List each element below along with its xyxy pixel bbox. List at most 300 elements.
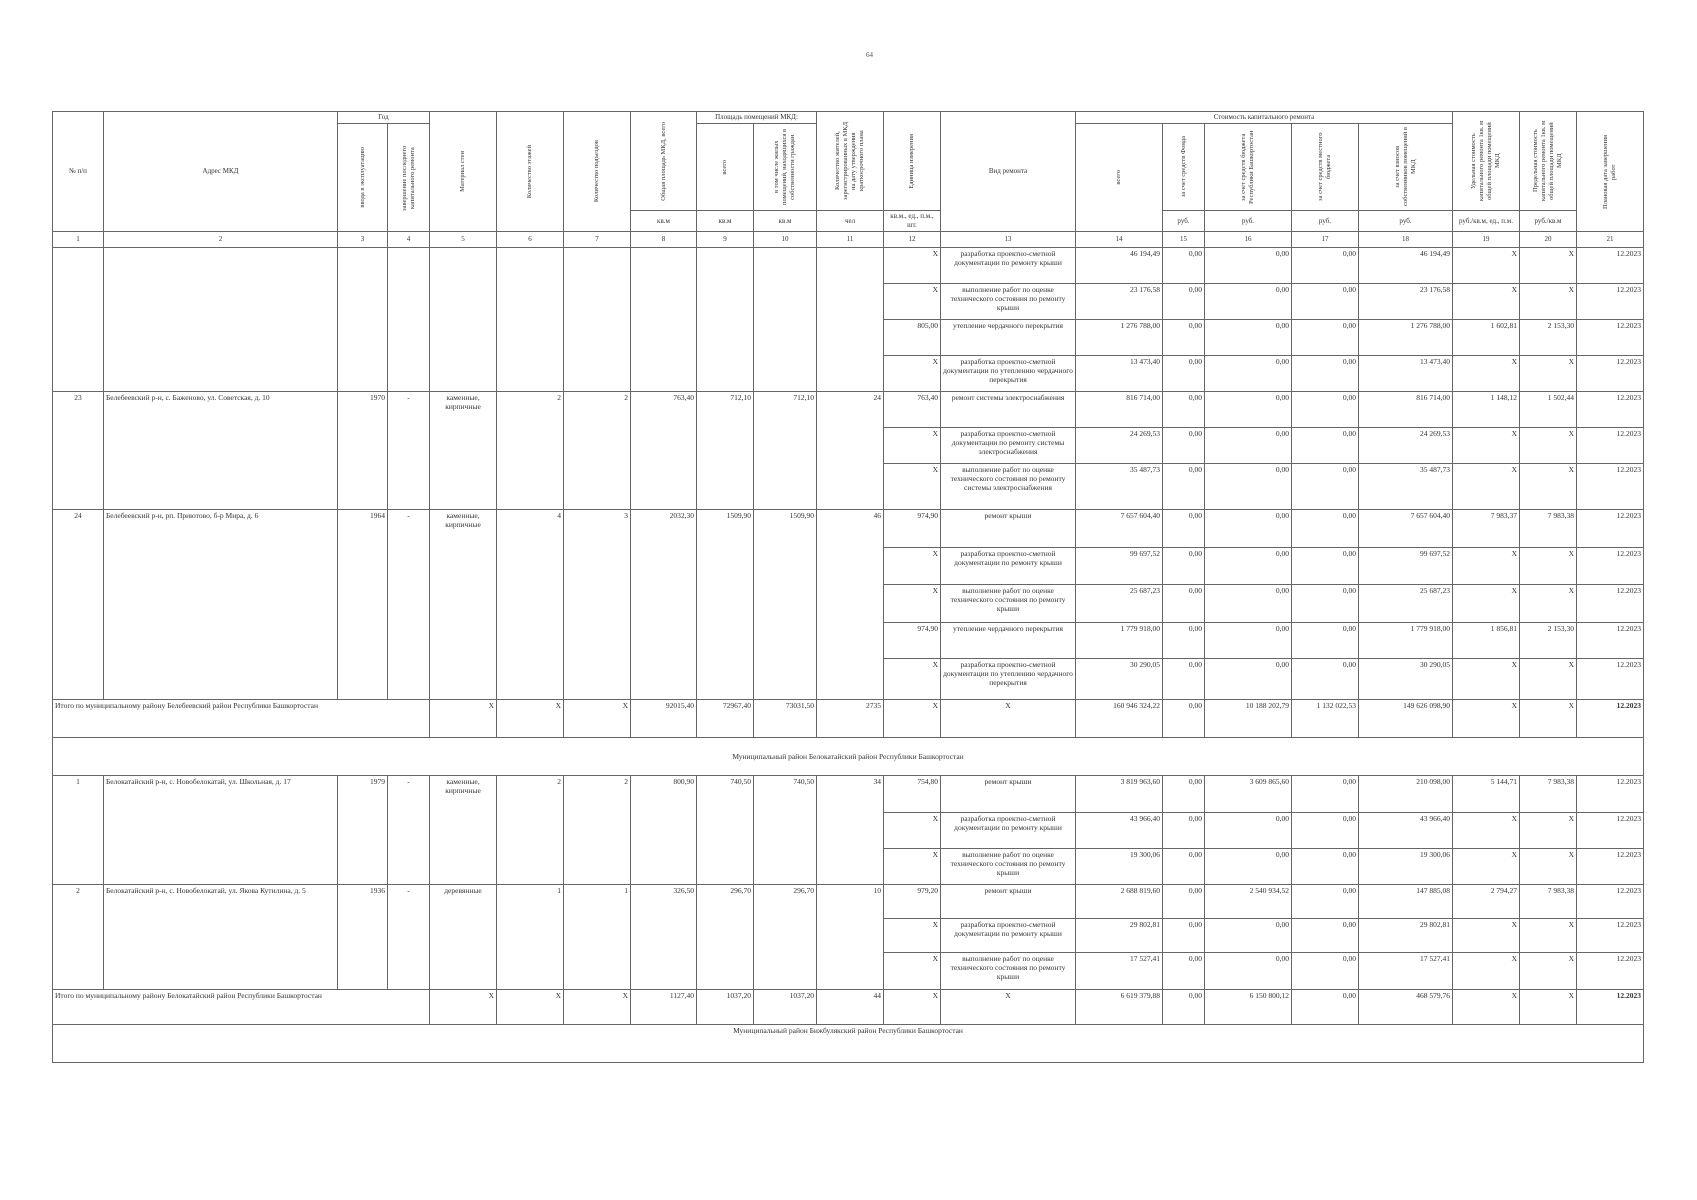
unit-unit: кв.м., ед., п.м., шт.	[884, 211, 941, 232]
max-cost-cell: 7 983,38	[1520, 510, 1577, 548]
unit-premises-total: кв.м	[697, 211, 754, 232]
house-floors: 1	[497, 885, 564, 990]
unit-cost-owners: руб.	[1359, 211, 1453, 232]
header-cost-republic: за счет средств бюджета Республики Башкортостан	[1205, 124, 1292, 211]
cost-fund-cell: 0,00	[1163, 813, 1205, 849]
table-row	[53, 510, 1644, 548]
unit-cell: X	[884, 849, 941, 885]
total-unit: X	[884, 700, 941, 738]
cost-republic-cell: 0,00	[1205, 392, 1292, 428]
unit-cost-fund: руб.	[1163, 211, 1205, 232]
work-type-cell: выполнение работ по оценке технического состояния по ремонту крыши	[941, 849, 1076, 885]
specific-cost-cell: X	[1453, 284, 1520, 320]
specific-cost-cell: 1 856,81	[1453, 623, 1520, 659]
cost-fund-cell: 0,00	[1163, 320, 1205, 356]
max-cost-cell: X	[1520, 356, 1577, 392]
total-entrances: X	[564, 700, 631, 738]
header-planned-date: Плановая дата завершения работ	[1577, 112, 1644, 232]
header-no: № п/п	[53, 112, 104, 232]
total-premises: 72967,40	[697, 700, 754, 738]
house-people: 10	[817, 885, 884, 990]
unit-specific-cost: руб./кв.м, ед., п.м.	[1453, 211, 1520, 232]
house-year: 1979	[338, 776, 388, 885]
header-cost-local: за счет средств местного бюджета	[1292, 124, 1359, 211]
work-type-cell: разработка проектно-сметной документации по утеплению чердачного перекрытия	[941, 356, 1076, 392]
house-residential: 1509,90	[754, 510, 817, 700]
house-last-repair: -	[388, 510, 430, 700]
date-cell: 12.2023	[1577, 953, 1644, 990]
house-area: 326,50	[631, 885, 697, 990]
total-area: 1127,40	[631, 990, 697, 1025]
col-num: 6	[497, 232, 564, 248]
cost-owners-cell: 210 098,00	[1359, 776, 1453, 813]
unit-premises-residential: кв.м	[754, 211, 817, 232]
house-last-repair: -	[388, 776, 430, 885]
work-type-cell: разработка проектно-сметной документации по ремонту крыши	[941, 919, 1076, 953]
work-type-cell: выполнение работ по оценке технического состояния по ремонту крыши	[941, 585, 1076, 623]
cost-local-cell: 0,00	[1292, 320, 1359, 356]
cost-local-cell: 0,00	[1292, 919, 1359, 953]
house-area: 763,40	[631, 392, 697, 510]
house-no: 2	[53, 885, 104, 990]
cost-total-cell: 25 687,23	[1076, 585, 1163, 623]
house-floors: 4	[497, 510, 564, 700]
cost-owners-cell: 25 687,23	[1359, 585, 1453, 623]
house-material: каменные, кирпичные	[430, 392, 497, 510]
cost-total-cell: 1 276 788,00	[1076, 320, 1163, 356]
cost-owners-cell: 13 473,40	[1359, 356, 1453, 392]
date-cell: 12.2023	[1577, 428, 1644, 464]
table-row	[53, 392, 1644, 428]
col-num: 9	[697, 232, 754, 248]
date-cell: 12.2023	[1577, 320, 1644, 356]
cost-total-cell: 23 176,58	[1076, 284, 1163, 320]
total-entrances: X	[564, 990, 631, 1025]
date-cell: 12.2023	[1577, 885, 1644, 919]
house-entrances: 2	[564, 776, 631, 885]
col-num: 7	[564, 232, 631, 248]
cost-owners-cell: 816 714,00	[1359, 392, 1453, 428]
table-header	[53, 112, 1644, 248]
unit-max-cost: руб./кв.м	[1520, 211, 1577, 232]
total-fund: 0,00	[1163, 990, 1205, 1025]
house-residential: 740,50	[754, 776, 817, 885]
cost-fund-cell: 0,00	[1163, 284, 1205, 320]
cost-local-cell: 0,00	[1292, 392, 1359, 428]
house-no	[53, 248, 104, 392]
col-num: 21	[1577, 232, 1644, 248]
house-floors: 2	[497, 776, 564, 885]
total-republic: 10 188 202,79	[1205, 700, 1292, 738]
col-num: 12	[884, 232, 941, 248]
house-address	[104, 248, 338, 392]
header-year-last-repair: завершение последнего капитального ремонта	[388, 124, 430, 232]
total-date: 12.2023	[1577, 700, 1644, 738]
col-num: 20	[1520, 232, 1577, 248]
cost-local-cell: 0,00	[1292, 953, 1359, 990]
col-num: 19	[1453, 232, 1520, 248]
cost-fund-cell: 0,00	[1163, 919, 1205, 953]
cost-local-cell: 0,00	[1292, 885, 1359, 919]
cost-owners-cell: 99 697,52	[1359, 548, 1453, 585]
cost-owners-cell: 30 290,05	[1359, 659, 1453, 700]
date-cell: 12.2023	[1577, 356, 1644, 392]
cost-total-cell: 17 527,41	[1076, 953, 1163, 990]
header-floors: Количество этажей	[497, 112, 564, 232]
max-cost-cell: X	[1520, 464, 1577, 510]
work-type-cell: выполнение работ по оценке технического состояния по ремонту крыши	[941, 953, 1076, 990]
district-total-row	[53, 700, 1644, 738]
cost-total-cell: 46 194,49	[1076, 248, 1163, 284]
header-max-cost: Предельная стоимость капитального ремонта 1кв. м общей площади помещений МКД	[1520, 112, 1577, 211]
cost-fund-cell: 0,00	[1163, 849, 1205, 885]
specific-cost-cell: X	[1453, 464, 1520, 510]
house-address: Белокатайский р-н, с. Новобелокатай, ул. Школьная, д. 17	[104, 776, 338, 885]
total-fund: 0,00	[1163, 700, 1205, 738]
col-num: 1	[53, 232, 104, 248]
max-cost-cell: 7 983,38	[1520, 776, 1577, 813]
total-label: Итого по муниципальному району Белебеевский район Республики Башкортостан	[53, 700, 430, 738]
house-premises: 712,10	[697, 392, 754, 510]
specific-cost-cell: X	[1453, 248, 1520, 284]
house-material: каменные, кирпичные	[430, 510, 497, 700]
max-cost-cell: 2 153,30	[1520, 623, 1577, 659]
total-floors: X	[497, 700, 564, 738]
cost-owners-cell: 35 487,73	[1359, 464, 1453, 510]
house-people: 24	[817, 392, 884, 510]
unit-cell: X	[884, 356, 941, 392]
header-residents: Количество жителей, зарегистрированных в МКД на дату утверждения краткосрочного плана	[817, 112, 884, 211]
max-cost-cell: X	[1520, 248, 1577, 284]
total-label: Итого по муниципальному району Белокатайский район Республики Башкортостан	[53, 990, 430, 1025]
cost-local-cell: 0,00	[1292, 284, 1359, 320]
cost-fund-cell: 0,00	[1163, 585, 1205, 623]
cost-owners-cell: 17 527,41	[1359, 953, 1453, 990]
specific-cost-cell: X	[1453, 585, 1520, 623]
house-residential: 712,10	[754, 392, 817, 510]
work-type-cell: ремонт крыши	[941, 885, 1076, 919]
total-date: 12.2023	[1577, 990, 1644, 1025]
table-row	[53, 248, 1644, 284]
total-cost: 160 946 324,22	[1076, 700, 1163, 738]
specific-cost-cell: X	[1453, 548, 1520, 585]
header-cost-total: всего	[1076, 124, 1163, 232]
specific-cost-cell: X	[1453, 428, 1520, 464]
max-cost-cell: X	[1520, 849, 1577, 885]
cost-local-cell: 0,00	[1292, 548, 1359, 585]
cost-local-cell: 0,00	[1292, 813, 1359, 849]
work-type-cell: ремонт крыши	[941, 776, 1076, 813]
table-row	[53, 776, 1644, 813]
cost-fund-cell: 0,00	[1163, 356, 1205, 392]
date-cell: 12.2023	[1577, 392, 1644, 428]
date-cell: 12.2023	[1577, 623, 1644, 659]
date-cell: 12.2023	[1577, 659, 1644, 700]
unit-cell: 974,90	[884, 510, 941, 548]
cost-republic-cell: 0,00	[1205, 548, 1292, 585]
cost-total-cell: 99 697,52	[1076, 548, 1163, 585]
cost-fund-cell: 0,00	[1163, 464, 1205, 510]
date-cell: 12.2023	[1577, 919, 1644, 953]
total-work: X	[941, 700, 1076, 738]
total-material: X	[430, 700, 497, 738]
total-unit: X	[884, 990, 941, 1025]
cost-owners-cell: 24 269,53	[1359, 428, 1453, 464]
cost-owners-cell: 46 194,49	[1359, 248, 1453, 284]
header-premises-residential: в том числе жилых помещений, находящихся в собственности граждан	[754, 124, 817, 211]
header-unit: Единица измерения	[884, 112, 941, 211]
work-type-cell: ремонт крыши	[941, 510, 1076, 548]
col-num: 16	[1205, 232, 1292, 248]
work-type-cell: разработка проектно-сметной документации по утеплению чердачного перекрытия	[941, 659, 1076, 700]
cost-republic-cell: 0,00	[1205, 428, 1292, 464]
house-area: 800,90	[631, 776, 697, 885]
house-entrances: 1	[564, 885, 631, 990]
cost-total-cell: 35 487,73	[1076, 464, 1163, 510]
col-num: 8	[631, 232, 697, 248]
table-row	[53, 885, 1644, 919]
specific-cost-cell: 2 794,27	[1453, 885, 1520, 919]
col-num: 4	[388, 232, 430, 248]
date-cell: 12.2023	[1577, 248, 1644, 284]
cost-fund-cell: 0,00	[1163, 510, 1205, 548]
max-cost-cell: X	[1520, 953, 1577, 990]
cost-fund-cell: 0,00	[1163, 392, 1205, 428]
total-local: 0,00	[1292, 990, 1359, 1025]
col-num: 14	[1076, 232, 1163, 248]
cost-total-cell: 816 714,00	[1076, 392, 1163, 428]
unit-cell: 763,40	[884, 392, 941, 428]
date-cell: 12.2023	[1577, 585, 1644, 623]
unit-cost-republic: руб.	[1205, 211, 1292, 232]
unit-cell: X	[884, 464, 941, 510]
house-no: 24	[53, 510, 104, 700]
house-area: 2032,30	[631, 510, 697, 700]
max-cost-cell: X	[1520, 284, 1577, 320]
header-specific-cost: Удельная стоимость капитального ремонта 1кв. м общей площади помещений МКД	[1453, 112, 1520, 211]
total-specific: X	[1453, 700, 1520, 738]
cost-owners-cell: 1 276 788,00	[1359, 320, 1453, 356]
cost-republic-cell: 0,00	[1205, 464, 1292, 510]
house-premises: 740,50	[697, 776, 754, 885]
unit-total-area: кв.м	[631, 211, 697, 232]
cost-total-cell: 2 688 819,60	[1076, 885, 1163, 919]
cost-republic-cell: 0,00	[1205, 320, 1292, 356]
specific-cost-cell: X	[1453, 659, 1520, 700]
unit-cell: X	[884, 428, 941, 464]
col-num: 11	[817, 232, 884, 248]
cost-owners-cell: 43 966,40	[1359, 813, 1453, 849]
capital-repair-plan-table	[52, 111, 1644, 1063]
max-cost-cell: X	[1520, 585, 1577, 623]
col-num: 15	[1163, 232, 1205, 248]
cost-total-cell: 19 300,06	[1076, 849, 1163, 885]
unit-cell: X	[884, 953, 941, 990]
cost-total-cell: 3 819 963,60	[1076, 776, 1163, 813]
col-num: 3	[338, 232, 388, 248]
cost-total-cell: 43 966,40	[1076, 813, 1163, 849]
total-owners: 149 626 098,90	[1359, 700, 1453, 738]
total-specific: X	[1453, 990, 1520, 1025]
cost-fund-cell: 0,00	[1163, 659, 1205, 700]
house-no: 23	[53, 392, 104, 510]
cost-republic-cell: 0,00	[1205, 248, 1292, 284]
work-type-cell: ремонт системы электроснабжения	[941, 392, 1076, 428]
house-people: 34	[817, 776, 884, 885]
cost-owners-cell: 19 300,06	[1359, 849, 1453, 885]
cost-republic-cell: 0,00	[1205, 585, 1292, 623]
unit-cell: 979,20	[884, 885, 941, 919]
cost-republic-cell: 0,00	[1205, 510, 1292, 548]
total-people: 2735	[817, 700, 884, 738]
max-cost-cell: X	[1520, 659, 1577, 700]
district-section-row	[53, 738, 1644, 776]
unit-cell: X	[884, 284, 941, 320]
work-type-cell: утепление чердачного перекрытия	[941, 623, 1076, 659]
cost-owners-cell: 147 885,08	[1359, 885, 1453, 919]
col-num: 13	[941, 232, 1076, 248]
header-work-type: Вид ремонта	[941, 112, 1076, 232]
house-premises: 296,70	[697, 885, 754, 990]
specific-cost-cell: X	[1453, 813, 1520, 849]
cost-fund-cell: 0,00	[1163, 548, 1205, 585]
date-cell: 12.2023	[1577, 776, 1644, 813]
cost-fund-cell: 0,00	[1163, 623, 1205, 659]
house-material: каменные, кирпичные	[430, 776, 497, 885]
col-num: 2	[104, 232, 338, 248]
house-no: 1	[53, 776, 104, 885]
specific-cost-cell: X	[1453, 356, 1520, 392]
max-cost-cell: 2 153,30	[1520, 320, 1577, 356]
cost-fund-cell: 0,00	[1163, 885, 1205, 919]
unit-cell: X	[884, 659, 941, 700]
total-people: 44	[817, 990, 884, 1025]
cost-republic-cell: 2 540 934,52	[1205, 885, 1292, 919]
work-type-cell: разработка проектно-сметной документации по ремонту крыши	[941, 248, 1076, 284]
header-entrances: Количество подъездов	[564, 112, 631, 232]
total-work: X	[941, 990, 1076, 1025]
date-cell: 12.2023	[1577, 464, 1644, 510]
unit-cell: X	[884, 548, 941, 585]
district-heading: Муниципальный район Белокатайский район Республики Башкортостан	[53, 738, 1644, 776]
specific-cost-cell: X	[1453, 849, 1520, 885]
house-year: 1970	[338, 392, 388, 510]
header-premises-total: всего	[697, 124, 754, 211]
max-cost-cell: X	[1520, 428, 1577, 464]
unit-residents: чел	[817, 211, 884, 232]
date-cell: 12.2023	[1577, 510, 1644, 548]
header-cost-owners: за счет взносов собственников помещений в МКД	[1359, 124, 1453, 211]
unit-cell: X	[884, 248, 941, 284]
total-premises: 1037,20	[697, 990, 754, 1025]
work-type-cell: утепление чердачного перекрытия	[941, 320, 1076, 356]
col-num: 18	[1359, 232, 1453, 248]
work-type-cell: выполнение работ по оценке технического состояния по ремонту крыши	[941, 284, 1076, 320]
max-cost-cell: X	[1520, 919, 1577, 953]
date-cell: 12.2023	[1577, 284, 1644, 320]
date-cell: 12.2023	[1577, 813, 1644, 849]
house-people: 46	[817, 510, 884, 700]
total-floors: X	[497, 990, 564, 1025]
unit-cell: 974,90	[884, 623, 941, 659]
total-material: X	[430, 990, 497, 1025]
cost-total-cell: 24 269,53	[1076, 428, 1163, 464]
cost-republic-cell: 0,00	[1205, 284, 1292, 320]
specific-cost-cell: 7 983,37	[1453, 510, 1520, 548]
total-republic: 6 150 800,12	[1205, 990, 1292, 1025]
house-premises: 1509,90	[697, 510, 754, 700]
work-type-cell: разработка проектно-сметной документации по ремонту крыши	[941, 813, 1076, 849]
cost-local-cell: 0,00	[1292, 659, 1359, 700]
district-total-row	[53, 990, 1644, 1025]
house-entrances: 2	[564, 392, 631, 510]
header-cost-group: Стоимость капитального ремонта	[1076, 112, 1453, 124]
cost-local-cell: 0,00	[1292, 585, 1359, 623]
house-residential: 296,70	[754, 885, 817, 990]
max-cost-cell: X	[1520, 813, 1577, 849]
cost-total-cell: 29 802,81	[1076, 919, 1163, 953]
header-premises-area-group: Площадь помещений МКД:	[697, 112, 817, 124]
unit-cell: 754,80	[884, 776, 941, 813]
date-cell: 12.2023	[1577, 849, 1644, 885]
header-wall-material: Материал стен	[430, 112, 497, 232]
cost-owners-cell: 7 657 604,40	[1359, 510, 1453, 548]
column-numbers-row	[53, 232, 1644, 248]
cost-republic-cell: 0,00	[1205, 919, 1292, 953]
specific-cost-cell: 1 602,81	[1453, 320, 1520, 356]
cost-local-cell: 0,00	[1292, 776, 1359, 813]
cost-republic-cell: 0,00	[1205, 849, 1292, 885]
house-year: 1964	[338, 510, 388, 700]
house-address: Белебеевский р-н, с. Баженово, ул. Советская, д. 10	[104, 392, 338, 510]
cost-local-cell: 0,00	[1292, 428, 1359, 464]
unit-cell: X	[884, 585, 941, 623]
unit-cell: 805,00	[884, 320, 941, 356]
house-floors: 2	[497, 392, 564, 510]
unit-cell: X	[884, 813, 941, 849]
specific-cost-cell: 5 144,71	[1453, 776, 1520, 813]
cost-republic-cell: 0,00	[1205, 356, 1292, 392]
specific-cost-cell: X	[1453, 953, 1520, 990]
cost-owners-cell: 29 802,81	[1359, 919, 1453, 953]
total-residential: 73031,50	[754, 700, 817, 738]
total-cost: 6 619 379,88	[1076, 990, 1163, 1025]
header-cost-fund: за счет средств Фонда	[1163, 124, 1205, 211]
house-material: деревянные	[430, 885, 497, 990]
cost-fund-cell: 0,00	[1163, 428, 1205, 464]
unit-cost-local: руб.	[1292, 211, 1359, 232]
total-max: X	[1520, 700, 1577, 738]
house-last-repair: -	[388, 392, 430, 510]
col-num: 17	[1292, 232, 1359, 248]
cost-total-cell: 13 473,40	[1076, 356, 1163, 392]
unit-cell: X	[884, 919, 941, 953]
work-type-cell: разработка проектно-сметной документации по ремонту системы электроснабжения	[941, 428, 1076, 464]
cost-owners-cell: 23 176,58	[1359, 284, 1453, 320]
district-section-row	[53, 1025, 1644, 1063]
header-total-area: Общая площадь МКД, всего	[631, 112, 697, 211]
total-residential: 1037,20	[754, 990, 817, 1025]
date-cell: 12.2023	[1577, 548, 1644, 585]
specific-cost-cell: 1 148,12	[1453, 392, 1520, 428]
cost-local-cell: 0,00	[1292, 248, 1359, 284]
work-type-cell: выполнение работ по оценке технического состояния по ремонту системы электроснабжения	[941, 464, 1076, 510]
total-area: 92015,40	[631, 700, 697, 738]
house-address: Белокатайский р-н, с. Новобелокатай, ул. Якова Кутилина, д. 5	[104, 885, 338, 990]
cost-total-cell: 1 779 918,00	[1076, 623, 1163, 659]
cost-republic-cell: 0,00	[1205, 953, 1292, 990]
header-year-commissioning: ввода в эксплуатацию	[338, 124, 388, 232]
